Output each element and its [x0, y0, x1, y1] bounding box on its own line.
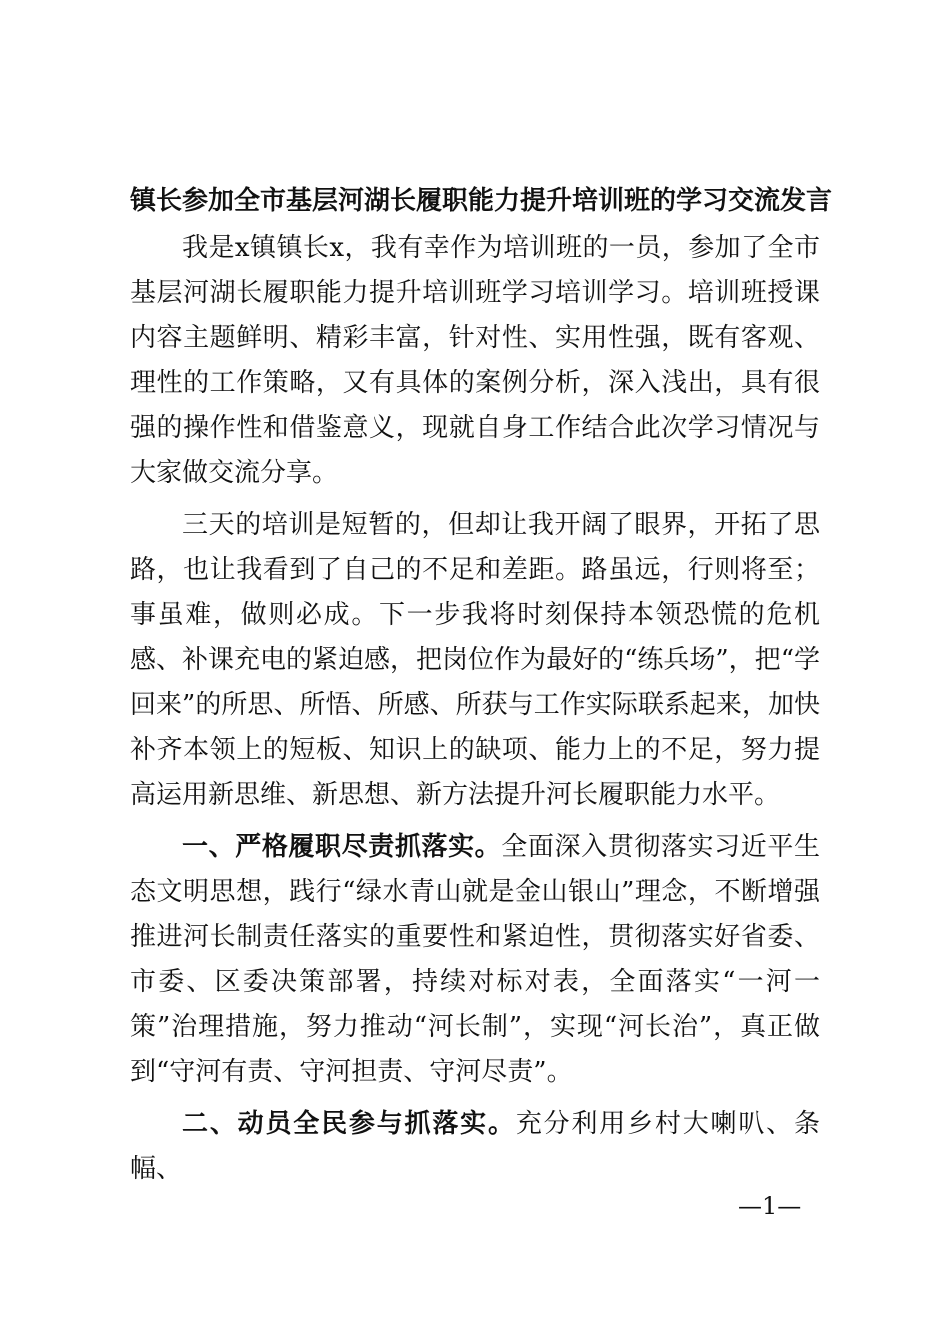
paragraph-reflection-text: 三天的培训是短暂的，但却让我开阔了眼界，开拓了思路，也让我看到了自己的不足和差距。路虽远，行则将至；事虽难，做则必成。下一步我将时刻保持本领恐慌的危机感、补课充电的紧迫感，把岗位作为最好的“练兵场”，把“学回来”的所思、所悟、所感、所获与工作实际联系起来，加快补齐本领上的短板、知识上的缺项、能力上的不足，努力提高运用新思维、新思想、新方法提升河长履职能力水平。	[130, 510, 820, 810]
paragraph-section-two	[130, 1102, 820, 1192]
section-two-text: 充分利用乡村大喇叭、条幅、	[130, 1109, 820, 1184]
page-number: —1—	[738, 1192, 802, 1220]
document-title: 镇长参加全市基层河湖长履职能力提升培训班的学习交流发言	[130, 186, 833, 216]
section-one-heading: 一、严格履职尽责抓落实。	[182, 832, 502, 862]
section-one-text: 全面深入贯彻落实习近平生态文明思想，践行“绿水青山就是金山银山”理念，不断增强推进河长制责任落实的重要性和紧迫性，贯彻落实好省委、市委、区委决策部署，持续对标对表，全面落实“一河一策”治理措施，努力推动“河长制”，实现“河长治”，真正做到“守河有责、守河担责、守河尽责”。	[130, 832, 820, 1087]
paragraph-section-one	[130, 825, 820, 1095]
paragraph-reflection	[130, 503, 820, 818]
paragraph-intro-text: 我是x镇镇长x，我有幸作为培训班的一员，参加了全市基层河湖长履职能力提升培训班学习培训学习。培训班授课内容主题鲜明、精彩丰富，针对性、实用性强，既有客观、理性的工作策略，又有具体的案例分析，深入浅出，具有很强的操作性和借鉴意义，现就自身工作结合此次学习情况与大家做交流分享。	[130, 233, 820, 488]
paragraph-intro	[130, 226, 820, 496]
section-two-heading: 二、动员全民参与抓落实。	[182, 1109, 516, 1139]
